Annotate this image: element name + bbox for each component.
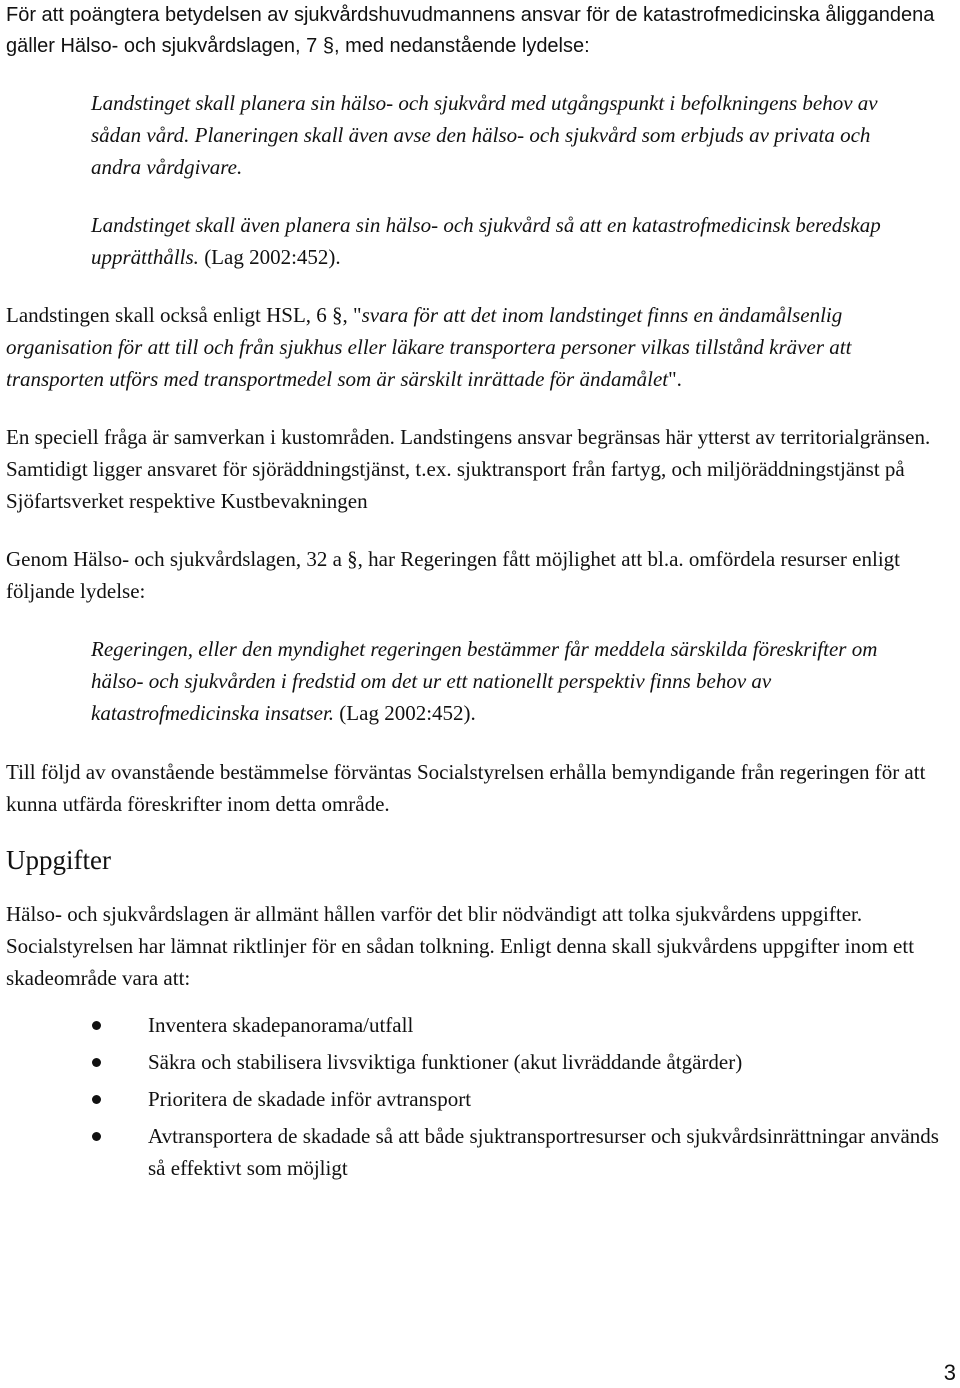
tasks-intro-paragraph: Hälso- och sjukvårdslagen är allmänt hållen varför det blir nödvändigt att tolka sjukvårdens uppgifter. Socialstyrelsen har lämnat riktlinjer för en sådan tolkning. Enligt denna skall sjukvårdens uppgifter inom ett skadeområde vara att: — [6, 902, 915, 990]
quote-text: Landstinget skall även planera sin hälso- och sjukvård så att en katastrofmedicinsk beredskap upprätthålls. — [91, 213, 881, 269]
law-reference: (Lag 2002:452). — [339, 701, 476, 725]
bullet-icon — [92, 1021, 101, 1030]
intro-paragraph: För att poängtera betydelsen av sjukvårdshuvudmannens ansvar för de katastrofmedicinska åliggandena gäller Hälso- och sjukvårdslagen, 7 §, med nedanstående lydelse: — [6, 4, 935, 57]
bullet-icon — [92, 1058, 101, 1067]
legal-quote-hsl32 — [91, 633, 881, 729]
hsl32-paragraph: Genom Hälso- och sjukvårdslagen, 32 a §, har Regeringen fått möjlighet att bl.a. omfördela resurser enligt följande lydelse: — [6, 547, 900, 603]
list-item: Avtransportera de skadade så att både sjuktransportresurser och sjukvårdsinrättningar används så effektivt som möjligt — [0, 1120, 940, 1184]
list-item: Säkra och stabilisera livsviktiga funktioner (akut livräddande åtgärder) — [0, 1046, 940, 1078]
bullet-icon — [92, 1095, 101, 1104]
hsl6-paragraph — [6, 299, 946, 395]
list-item: Prioritera de skadade inför avtransport — [0, 1083, 940, 1115]
law-reference: (Lag 2002:452). — [204, 245, 341, 269]
quote-paragraph-1: Landstinget skall planera sin hälso- och sjukvård med utgångspunkt i befolkningens behov av sådan vård. Planeringen skall även avse den hälso- och sjukvård som erbjuds av privata och andra vårdgivare. — [91, 91, 878, 179]
hsl6-tail: ". — [668, 367, 682, 391]
hsl6-lead: Landstingen skall också enligt HSL, 6 §, " — [6, 303, 362, 327]
quote-text: Regeringen, eller den myndighet regeringen bestämmer får meddela särskilda föreskrifter om hälso- och sjukvården i fredstid om det ur ett nationellt perspektiv finns behov av katastrofmedicinska insatser. — [91, 637, 878, 725]
section-heading: Uppgifter — [6, 845, 111, 875]
socialstyrelsen-paragraph: Till följd av ovanstående bestämmelse förväntas Socialstyrelsen erhålla bemyndigande från regeringen för att kunna utfärda föreskrifter inom detta område. — [6, 760, 926, 816]
list-item: Inventera skadepanorama/utfall — [0, 1009, 940, 1041]
quote-paragraph-2 — [91, 209, 881, 273]
bullet-icon — [92, 1132, 101, 1141]
coastal-paragraph: En speciell fråga är samverkan i kustområden. Landstingens ansvar begränsas här ytterst av territorialgränsen. Samtidigt ligger ansvaret för sjöräddningstjänst, t.ex. sjuktransport från fartyg, och miljöräddningstjänst på Sjöfartsverket respektive Kustbevakningen — [6, 425, 931, 513]
hsl6-quote: svara för att det inom landstinget finns en ändamålsenlig organisation för att till och från sjukhus eller läkare transportera personer vilkas tillstånd kräver att transporten utförs med transportmedel som är särskilt inrättade för ändamålet — [6, 303, 852, 391]
tasks-list — [0, 1009, 940, 1189]
page-number: 3 — [943, 1360, 956, 1385]
